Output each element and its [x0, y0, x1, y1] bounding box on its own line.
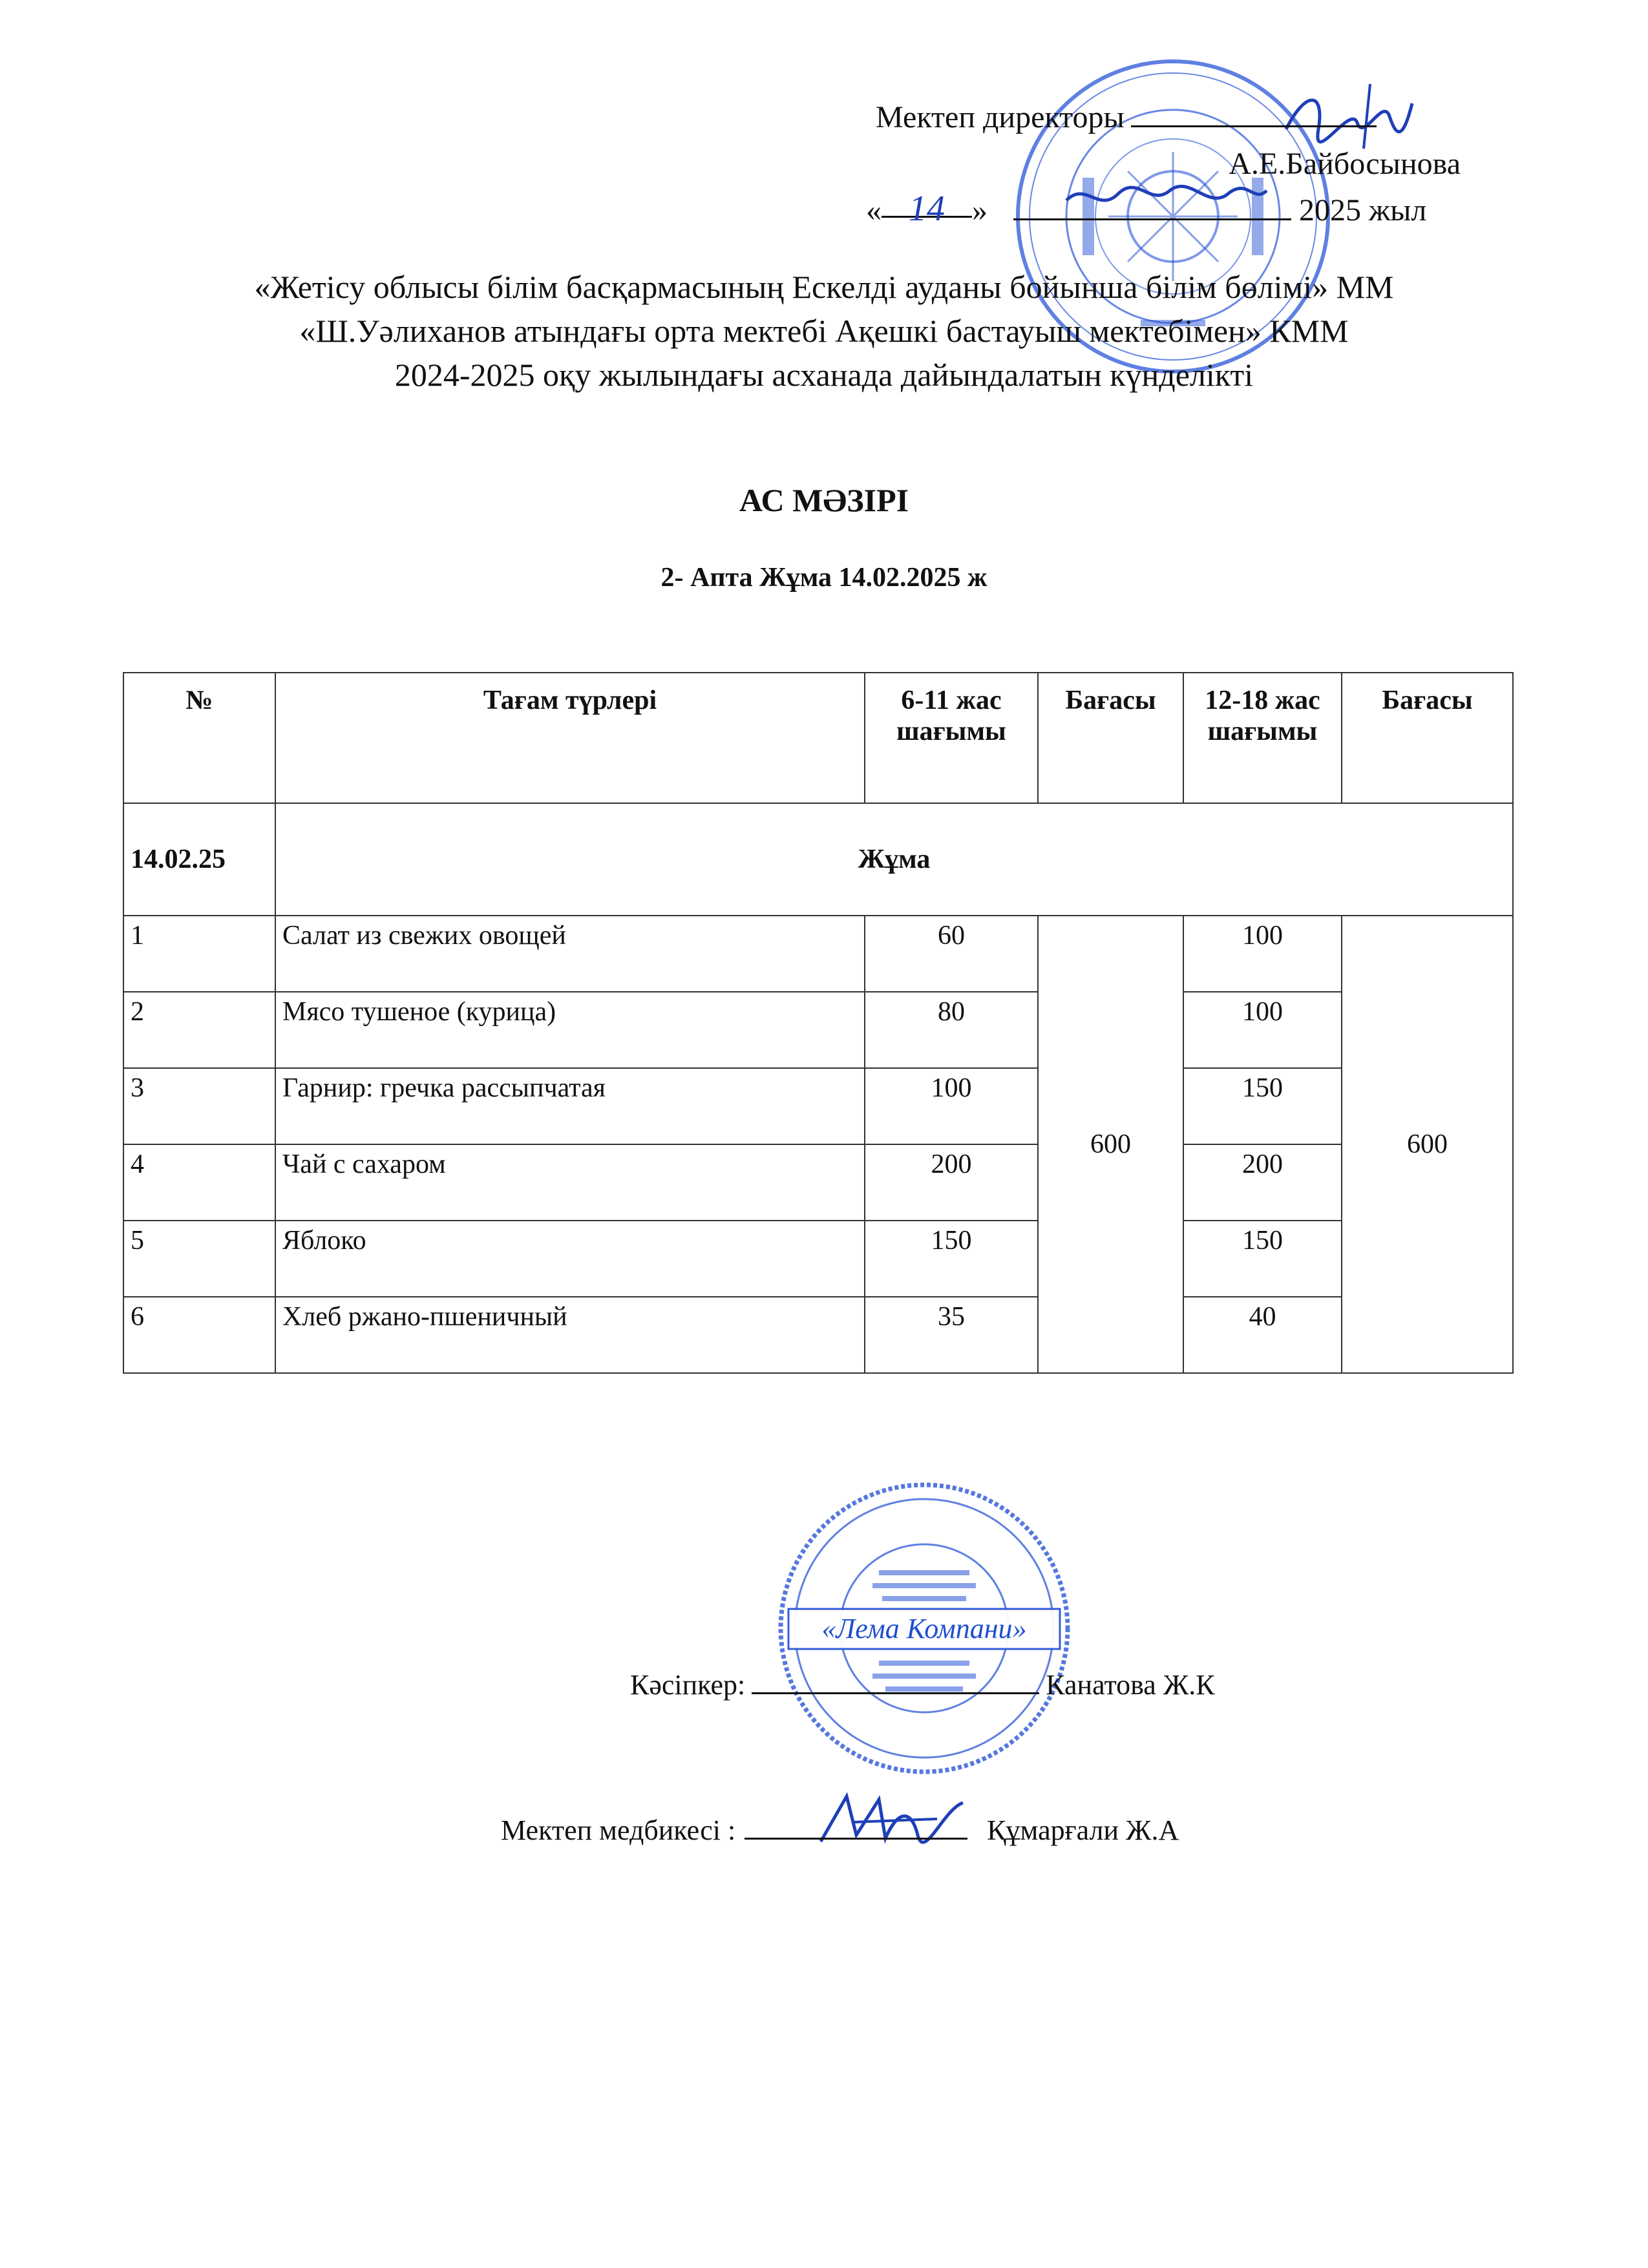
- row-portion-6-11: 150: [865, 1221, 1038, 1297]
- row-portion-12-18: 150: [1183, 1068, 1342, 1144]
- row-portion-6-11: 60: [865, 916, 1038, 992]
- table-row: [123, 992, 1513, 1068]
- table-row: [123, 1068, 1513, 1144]
- row-portion-12-18: 40: [1183, 1297, 1342, 1373]
- row-dish: Гарнир: гречка рассыпчатая: [275, 1068, 865, 1144]
- company-seal-stamp: [776, 1480, 1073, 1777]
- header-line-2: «Ш.Уәлиханов атындағы орта мектебі Ақешкі бастауыш мектебімен» КММ: [299, 313, 1349, 349]
- table-row: [123, 1221, 1513, 1297]
- date-row: [123, 803, 1513, 916]
- row-portion-12-18: 150: [1183, 1221, 1342, 1297]
- header-price-12-18: Бағасы: [1342, 673, 1513, 803]
- row-number: 4: [123, 1144, 275, 1221]
- row-number: 6: [123, 1297, 275, 1373]
- nurse-signature-line: [501, 1809, 1341, 1847]
- approval-day-handwritten: 14: [882, 187, 972, 218]
- row-number: 3: [123, 1068, 275, 1144]
- row-portion-12-18: 100: [1183, 992, 1342, 1068]
- approval-date: « 14 » 2025 жыл: [866, 189, 1427, 229]
- date-cell: 14.02.25: [123, 803, 275, 916]
- approval-title: Мектеп директоры: [876, 97, 1490, 136]
- price-6-11-cell: 600: [1038, 916, 1183, 1373]
- row-number: 5: [123, 1221, 275, 1297]
- entrepreneur-name: Канатова Ж.К: [1046, 1669, 1215, 1701]
- entrepreneur-signature-line: [630, 1664, 1276, 1701]
- approval-director-name: А.Е.Байбосынова: [1229, 147, 1461, 181]
- table-row: [123, 1297, 1513, 1373]
- row-portion-6-11: 200: [865, 1144, 1038, 1221]
- row-dish: Хлеб ржано-пшеничный: [275, 1297, 865, 1373]
- row-number: 1: [123, 916, 275, 992]
- header-line-3: 2024-2025 оқу жылындағы асханада дайындалатын күнделікті: [394, 357, 1254, 393]
- row-dish: Яблоко: [275, 1221, 865, 1297]
- header-portion-12-18: 12-18 жас шағымы: [1183, 673, 1342, 803]
- menu-table: [123, 672, 1514, 1374]
- table-row: [123, 1144, 1513, 1221]
- table-header-row: [123, 673, 1513, 803]
- entrepreneur-label: Кәсіпкер:: [630, 1669, 746, 1701]
- header-portion-6-11: 6-11 жас шағымы: [865, 673, 1038, 803]
- row-number: 2: [123, 992, 275, 1068]
- company-seal-name: «Лема Компани»: [821, 1613, 1027, 1644]
- row-portion-6-11: 100: [865, 1068, 1038, 1144]
- document-header: [129, 265, 1519, 397]
- menu-subtitle: 2- Апта Жұма 14.02.2025 ж: [660, 563, 988, 593]
- nurse-name: Құмарғали Ж.А: [987, 1814, 1179, 1846]
- day-cell: Жұма: [275, 803, 1513, 916]
- row-portion-12-18: 100: [1183, 916, 1342, 992]
- row-portion-12-18: 200: [1183, 1144, 1342, 1221]
- row-portion-6-11: 80: [865, 992, 1038, 1068]
- table-row: [123, 916, 1513, 992]
- row-dish: Мясо тушеное (курица): [275, 992, 865, 1068]
- row-dish: Чай с сахаром: [275, 1144, 865, 1221]
- row-dish: Салат из свежих овощей: [275, 916, 865, 992]
- header-dish-types: Тағам түрлері: [275, 673, 865, 803]
- header-price-6-11: Бағасы: [1038, 673, 1183, 803]
- header-number: №: [123, 673, 275, 803]
- nurse-label: Мектеп медбикесі :: [501, 1814, 736, 1846]
- price-12-18-cell: 600: [1342, 916, 1513, 1373]
- menu-title: АС МӘЗІРІ: [739, 482, 909, 518]
- header-line-1: «Жетісу облысы білім басқармасының Ескелді ауданы бойынша білім бөлімі» ММ: [254, 269, 1394, 305]
- row-portion-6-11: 35: [865, 1297, 1038, 1373]
